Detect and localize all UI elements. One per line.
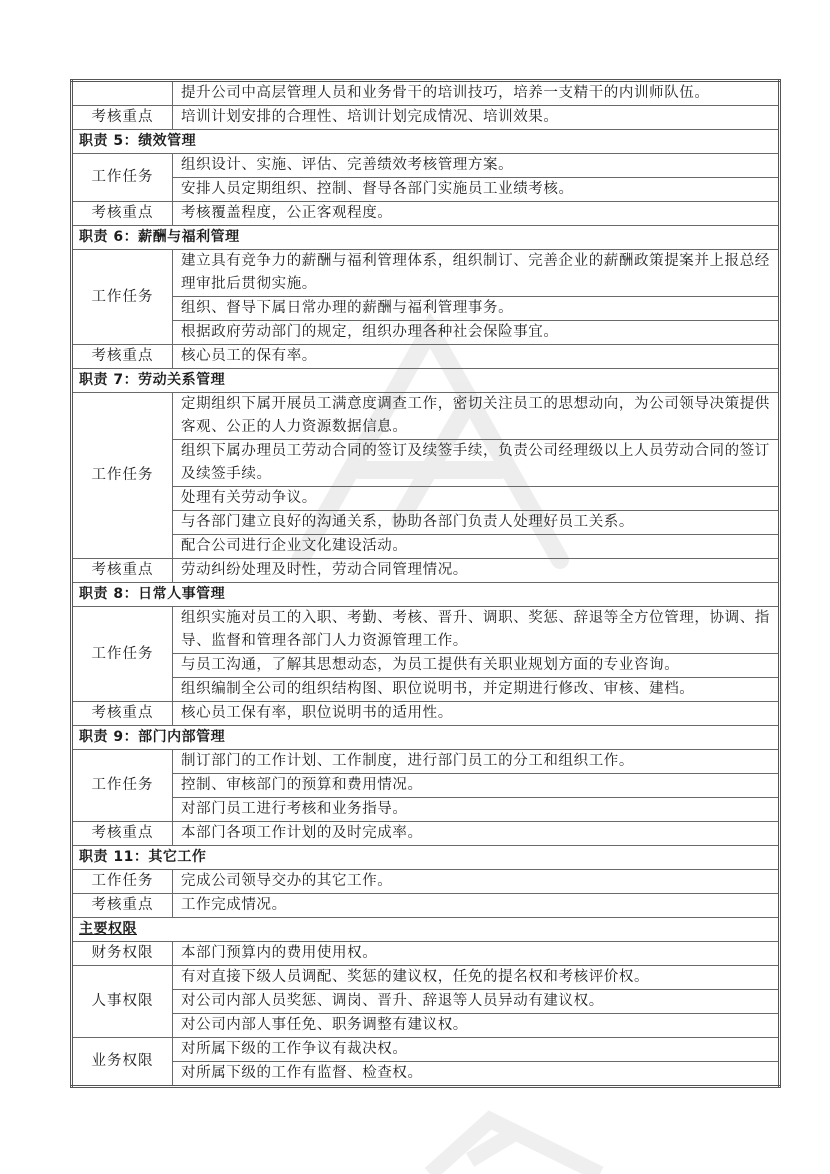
table-row xyxy=(72,511,780,535)
task-item: 建立具有竞争力的薪酬与福利管理体系，组织制订、完善企业的薪酬政策提案并上报总经理审批后贯彻实施。 xyxy=(173,250,780,297)
section-row-duty11 xyxy=(72,846,780,870)
section-row-duty9 xyxy=(72,726,780,750)
section-title: 职责 6：薪酬与福利管理 xyxy=(72,226,780,250)
table-row xyxy=(72,202,780,226)
task-item: 组织设计、实施、评估、完善绩效考核管理方案。 xyxy=(173,154,780,178)
tasks-label: 工作任务 xyxy=(72,154,173,202)
task-item: 组织、督导下属日常办理的薪酬与福利管理事务。 xyxy=(173,297,780,321)
table-row xyxy=(72,774,780,798)
table-row xyxy=(72,393,780,440)
table-row xyxy=(72,440,780,487)
table-row xyxy=(72,942,780,966)
table-row xyxy=(72,154,780,178)
task-item: 处理有关劳动争议。 xyxy=(173,487,780,511)
task-item: 控制、审核部门的预算和费用情况。 xyxy=(173,774,780,798)
table-row xyxy=(72,1038,780,1062)
section-title: 职责 9：部门内部管理 xyxy=(72,726,780,750)
focus-label: 考核重点 xyxy=(72,106,173,130)
section-title: 职责 11：其它工作 xyxy=(72,846,780,870)
table-row xyxy=(72,750,780,774)
task-item: 对部门员工进行考核和业务指导。 xyxy=(173,798,780,822)
table-row xyxy=(72,702,780,726)
task-item: 组织实施对员工的入职、考勤、考核、晋升、调职、奖惩、辞退等全方位管理，协调、指导、监督和管理各部门人力资源管理工作。 xyxy=(173,607,780,654)
task-item: 与员工沟通，了解其思想动态，为员工提供有关职业规划方面的专业咨询。 xyxy=(173,654,780,678)
row-label xyxy=(72,81,173,106)
task-item: 组织下属办理员工劳动合同的签订及续签手续，负责公司经理级以上人员劳动合同的签订及续签手续。 xyxy=(173,440,780,487)
table-row xyxy=(72,607,780,654)
task-item: 定期组织下属开展员工满意度调查工作，密切关注员工的思想动向，为公司领导决策提供客观、公正的人力资源数据信息。 xyxy=(173,393,780,440)
section-row-authority xyxy=(72,918,780,942)
section-row-duty8 xyxy=(72,583,780,607)
task-item: 组织编制全公司的组织结构图、职位说明书，并定期进行修改、审核、建档。 xyxy=(173,678,780,702)
focus-item: 核心员工保有率，职位说明书的适用性。 xyxy=(173,702,780,726)
table-row xyxy=(72,81,780,106)
table-row xyxy=(72,822,780,846)
table-row xyxy=(72,535,780,559)
authority-item: 对所属下级的工作有监督、检查权。 xyxy=(173,1062,780,1087)
authority-item: 对公司内部人员奖惩、调岗、晋升、辞退等人员异动有建议权。 xyxy=(173,990,780,1014)
section-row-duty6 xyxy=(72,226,780,250)
task-item: 提升公司中高层管理人员和业务骨干的培训技巧，培养一支精干的内训师队伍。 xyxy=(173,81,780,106)
focus-item: 本部门各项工作计划的及时完成率。 xyxy=(173,822,780,846)
table-row xyxy=(72,870,780,894)
focus-item: 劳动纠纷处理及时性，劳动合同管理情况。 xyxy=(173,559,780,583)
tasks-label: 工作任务 xyxy=(72,750,173,822)
business-authority-label: 业务权限 xyxy=(72,1038,173,1087)
authority-item: 有对直接下级人员调配、奖惩的建议权，任免的提名权和考核评价权。 xyxy=(173,966,780,990)
table-row xyxy=(72,250,780,297)
table-row xyxy=(72,798,780,822)
authority-title: 主要权限 xyxy=(79,921,137,937)
table-row xyxy=(72,654,780,678)
table-row xyxy=(72,894,780,918)
authority-item: 对所属下级的工作争议有裁决权。 xyxy=(173,1038,780,1062)
focus-label: 考核重点 xyxy=(72,559,173,583)
tasks-label: 工作任务 xyxy=(72,870,173,894)
table-row xyxy=(72,178,780,202)
task-item: 与各部门建立良好的沟通关系，协助各部门负责人处理好员工关系。 xyxy=(173,511,780,535)
focus-item: 培训计划安排的合理性、培训计划完成情况、培训效果。 xyxy=(173,106,780,130)
tasks-label: 工作任务 xyxy=(72,250,173,345)
task-item: 完成公司领导交办的其它工作。 xyxy=(173,870,780,894)
table-row xyxy=(72,559,780,583)
focus-label: 考核重点 xyxy=(72,822,173,846)
section-title: 职责 7：劳动关系管理 xyxy=(72,369,780,393)
section-row-duty7 xyxy=(72,369,780,393)
table-row xyxy=(72,321,780,345)
section-title xyxy=(72,918,780,942)
tasks-label: 工作任务 xyxy=(72,607,173,702)
section-title: 职责 8：日常人事管理 xyxy=(72,583,780,607)
table-row xyxy=(72,297,780,321)
focus-label: 考核重点 xyxy=(72,345,173,369)
table-row xyxy=(72,1062,780,1087)
task-item: 根据政府劳动部门的规定，组织办理各种社会保险事宜。 xyxy=(173,321,780,345)
task-item: 配合公司进行企业文化建设活动。 xyxy=(173,535,780,559)
job-description-table xyxy=(70,79,781,1088)
section-title: 职责 5：绩效管理 xyxy=(72,130,780,154)
table-row xyxy=(72,106,780,130)
table-row xyxy=(72,678,780,702)
financial-authority-label: 财务权限 xyxy=(72,942,173,966)
personnel-authority-label: 人事权限 xyxy=(72,966,173,1038)
focus-label: 考核重点 xyxy=(72,894,173,918)
task-item: 安排人员定期组织、控制、督导各部门实施员工业绩考核。 xyxy=(173,178,780,202)
table-row xyxy=(72,966,780,990)
focus-item: 核心员工的保有率。 xyxy=(173,345,780,369)
authority-item: 本部门预算内的费用使用权。 xyxy=(173,942,780,966)
authority-item: 对公司内部人事任免、职务调整有建议权。 xyxy=(173,1014,780,1038)
table-row xyxy=(72,990,780,1014)
task-item: 制订部门的工作计划、工作制度，进行部门员工的分工和组织工作。 xyxy=(173,750,780,774)
table-row xyxy=(72,345,780,369)
tasks-label: 工作任务 xyxy=(72,393,173,559)
focus-label: 考核重点 xyxy=(72,202,173,226)
section-row-duty5 xyxy=(72,130,780,154)
table-row xyxy=(72,1014,780,1038)
focus-label: 考核重点 xyxy=(72,702,173,726)
table-row xyxy=(72,487,780,511)
focus-item: 考核覆盖程度，公正客观程度。 xyxy=(173,202,780,226)
focus-item: 工作完成情况。 xyxy=(173,894,780,918)
